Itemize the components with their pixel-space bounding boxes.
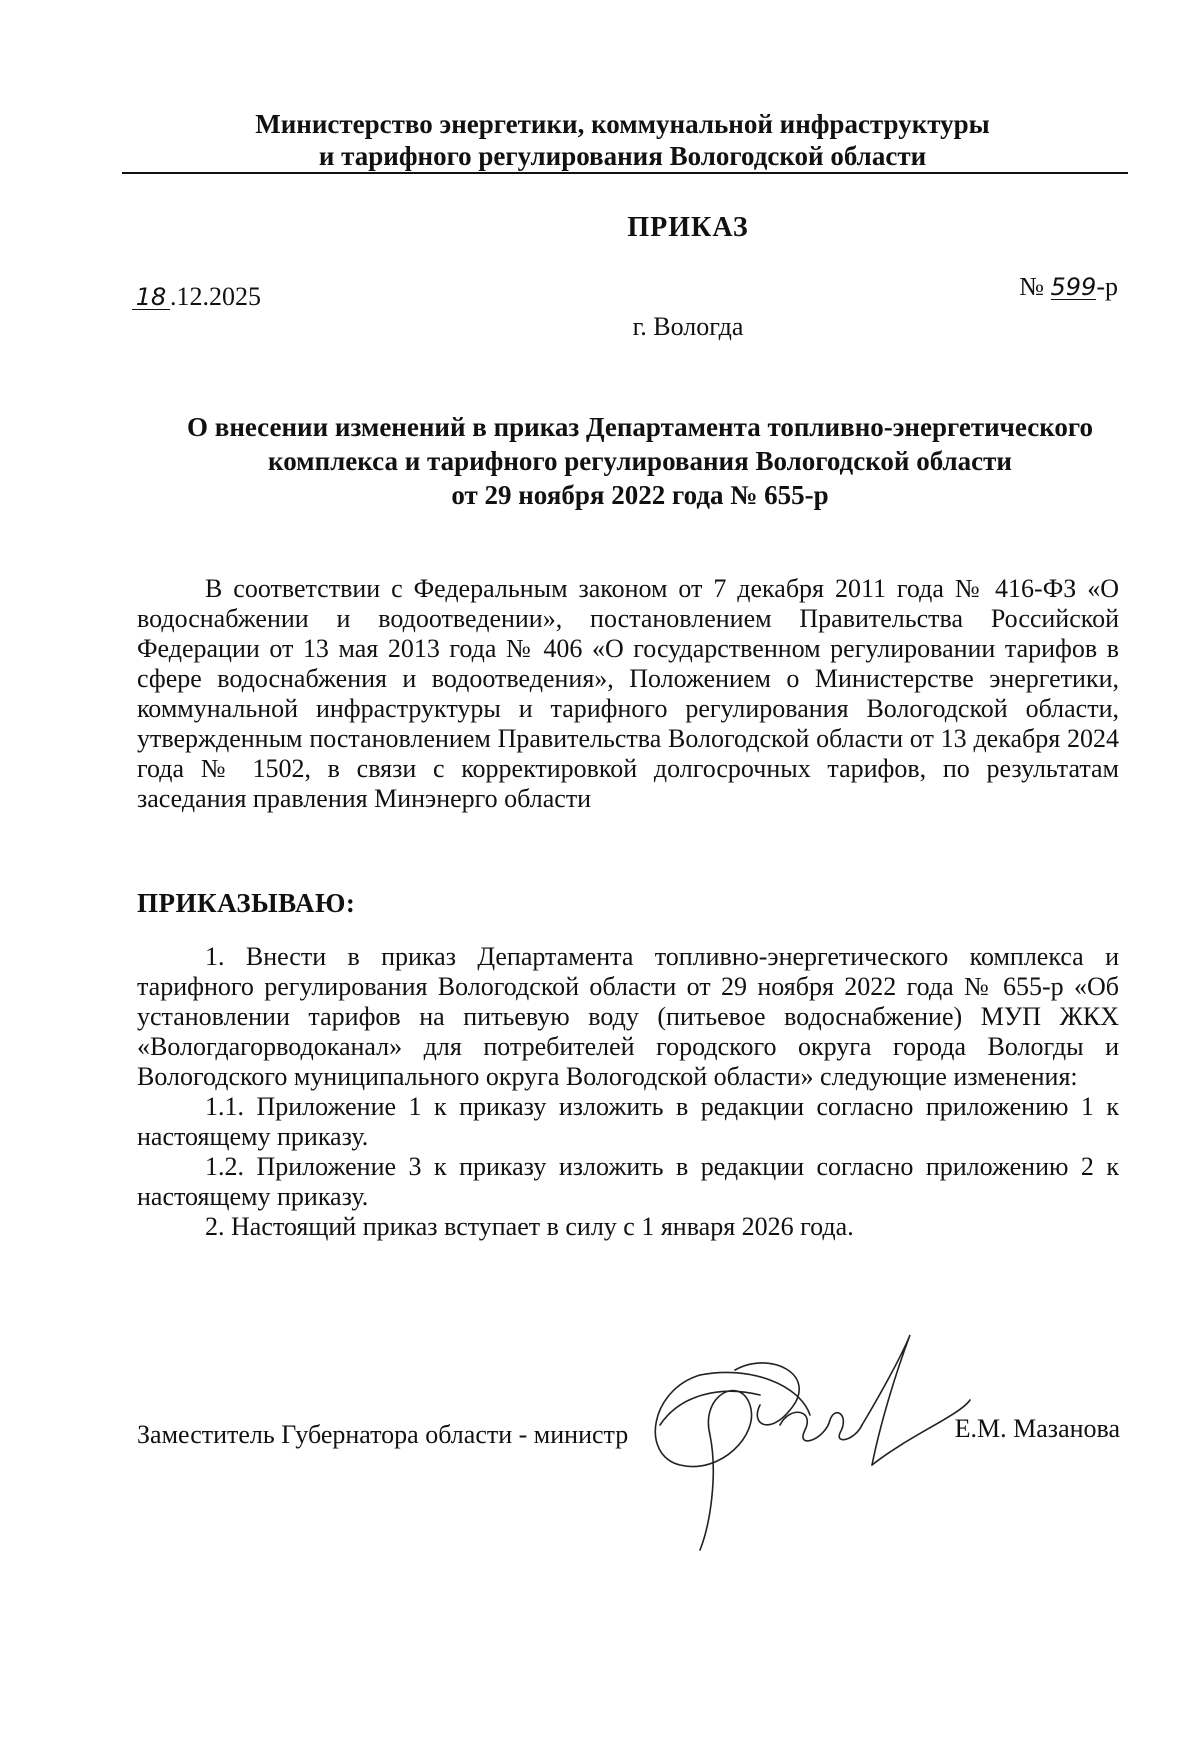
document-type: ПРИКАЗ — [627, 212, 749, 243]
order-number — [1019, 272, 1118, 302]
ministry-header — [120, 108, 1125, 172]
item-1-1: 1.1. Приложение 1 к приказу изложить в редакции согласно приложению 1 к настоящему приказу. — [137, 1092, 1119, 1151]
signer-name: Е.М. Мазанова — [954, 1414, 1120, 1443]
title-line-2: комплекса и тарифного регулирования Вологодской области — [268, 446, 1012, 476]
signer-position: Заместитель Губернатора области - министр — [137, 1420, 629, 1449]
date-day-handwritten: 18 — [132, 285, 170, 310]
date-rest: .12.2025 — [170, 282, 261, 311]
handwritten-signature — [640, 1315, 980, 1565]
item-2: 2. Настоящий приказ вступает в силу с 1 января 2026 года. — [205, 1212, 854, 1241]
preamble: В соответствии с Федеральным законом от 7 декабря 2011 года № 416-ФЗ «О водоснабжении и водоотведении», постановлением Правительства Российской Федерации от 13 мая 2013 года № 406 «О государственном регулировании тарифов в сфере водоснабжения и водоотведения», Положением о Министерстве энергетики, коммунальной инфраструктуры и тарифного регулирования Вологодской области, утвержденным постановлением Правительства Вологодской области от 13 декабря 2024 года № 1502, в связи с корректировкой долгосрочных тарифов, по результатам заседания правления Минэнерго области — [137, 574, 1119, 813]
number-prefix: № — [1019, 272, 1045, 301]
items-block — [137, 942, 1119, 1242]
title-line-1: О внесении изменений в приказ Департамента топливно-энергетического — [186, 412, 1093, 442]
order-title — [140, 410, 1140, 512]
city: г. Вологда — [632, 312, 744, 341]
number-suffix: -р — [1096, 272, 1118, 301]
ministry-line-2: и тарифного регулирования Вологодской области — [318, 141, 927, 171]
order-word: ПРИКАЗЫВАЮ: — [137, 888, 356, 918]
item-1: 1. Внести в приказ Департамента топливно-энергетического комплекса и тарифного регулирования Вологодской области от 29 ноября 2022 года № 655-р «Об установлении тарифов на питьевую воду (питьевое водоснабжение) МУП ЖКХ «Вологдагорводоканал» для потребителей городского округа города Вологды и Вологодского муниципального округа Вологодской области» следующие изменения: — [137, 942, 1119, 1091]
preamble-block — [137, 574, 1119, 814]
ministry-line-1: Министерство энергетики, коммунальной инфраструктуры — [255, 109, 990, 139]
order-date — [132, 282, 261, 312]
header-rule — [122, 172, 1128, 174]
title-line-3: от 29 ноября 2022 года № 655-р — [451, 480, 829, 510]
item-1-2: 1.2. Приложение 3 к приказу изложить в редакции согласно приложению 2 к настоящему приказу. — [137, 1152, 1119, 1211]
number-handwritten: 599 — [1050, 273, 1097, 301]
